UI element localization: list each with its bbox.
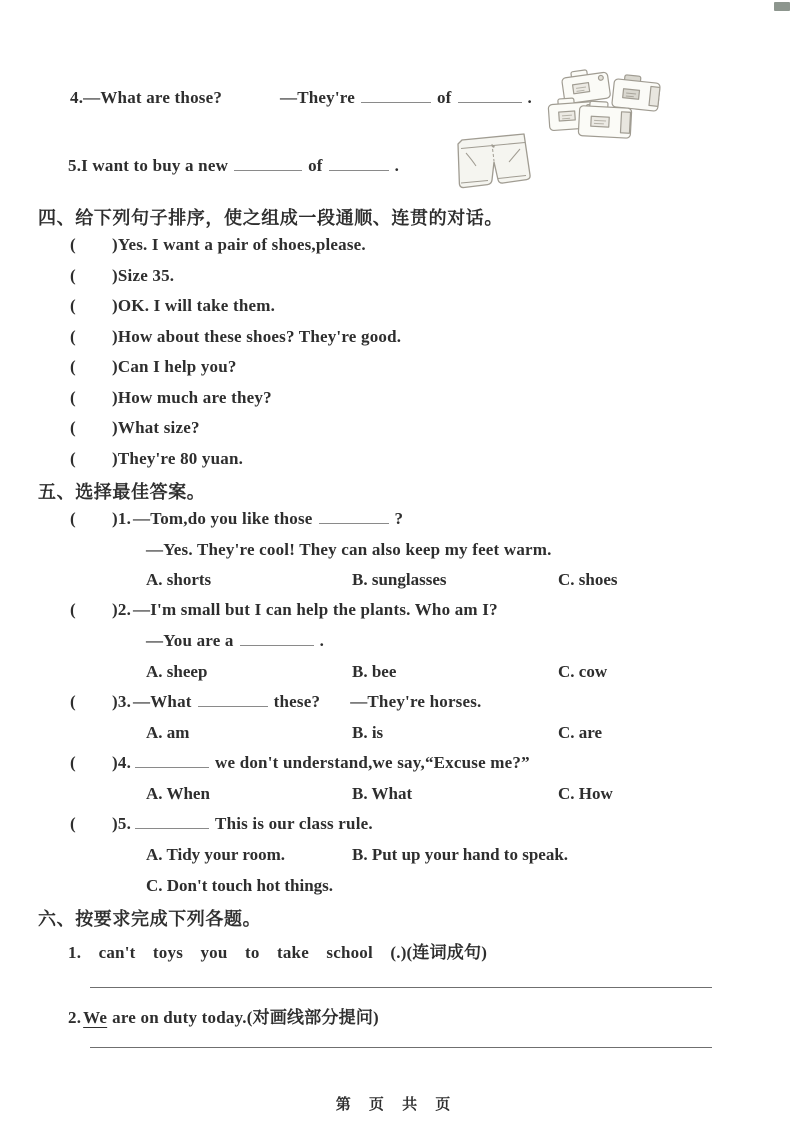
sentence-text: are on duty today.(对画线部分提问) — [112, 1008, 379, 1027]
sentence-text: Can I help you? — [117, 357, 237, 376]
section4-item — [70, 449, 243, 469]
choice-paren-open[interactable]: ( — [70, 753, 76, 772]
mcq-4-line1 — [70, 753, 530, 773]
order-paren-close: ) — [112, 357, 118, 376]
mcq-4-option-c[interactable]: C. How — [558, 784, 613, 803]
answer-end-text: . — [319, 631, 325, 650]
sentence-text: What size? — [117, 418, 200, 437]
choice-paren-open[interactable]: ( — [70, 509, 76, 528]
question-4-answer — [280, 88, 532, 108]
underlined-word: We — [83, 1008, 108, 1027]
mcq-2-line2 — [146, 631, 324, 651]
order-paren-open[interactable]: ( — [70, 266, 76, 285]
answer-blank[interactable] — [458, 89, 522, 103]
choice-paren-open[interactable]: ( — [70, 692, 76, 711]
choice-paren-close: ) — [112, 600, 118, 619]
question-number: 3. — [117, 692, 132, 711]
question-number: 1. — [117, 509, 132, 528]
answer-line[interactable] — [90, 1047, 712, 1048]
mcq-1-option-a[interactable]: A. shorts — [146, 570, 212, 589]
section4-item — [70, 357, 237, 377]
sentence-text: OK. I will take them. — [117, 296, 276, 315]
question-text: —Tom,do you like those — [133, 509, 313, 528]
question-5-mid: of — [308, 156, 323, 175]
mcq-4-option-b[interactable]: B. What — [352, 784, 413, 803]
question-5-end: . — [394, 156, 400, 175]
sentence-text: Size 35. — [117, 266, 175, 285]
order-paren-open[interactable]: ( — [70, 418, 76, 437]
order-paren-close: ) — [112, 327, 118, 346]
order-paren-open[interactable]: ( — [70, 296, 76, 315]
section4-item — [70, 235, 366, 255]
sentence-text: How much are they? — [117, 388, 272, 407]
section4-item — [70, 418, 200, 438]
answer-end-text: . — [527, 88, 532, 107]
order-paren-close: ) — [112, 449, 118, 468]
mcq-5-option-c[interactable]: C. Don't touch hot things. — [146, 876, 334, 895]
page-footer: 第 页 共 页 — [335, 1096, 458, 1113]
answer-blank[interactable] — [234, 157, 302, 171]
question-text: This is our class rule. — [215, 814, 373, 833]
cassette-players-image — [543, 68, 668, 142]
question-number: 2. — [117, 600, 132, 619]
reply-text: —They're horses. — [350, 692, 482, 711]
answer-pre-text: —They're — [280, 88, 355, 107]
question-text: —I'm small but I can help the plants. Who am I? — [133, 600, 498, 619]
mcq-5-option-b[interactable]: B. Put up your hand to speak. — [352, 845, 569, 864]
mcq-1-line2: —Yes. They're cool! They can also keep my feet warm. — [146, 540, 552, 559]
answer-blank[interactable] — [240, 632, 314, 646]
order-paren-open[interactable]: ( — [70, 235, 76, 254]
answer-blank[interactable] — [319, 510, 389, 524]
question-text-end: ? — [394, 509, 404, 528]
answer-mid-text: of — [436, 88, 452, 107]
section4-item — [70, 296, 275, 316]
answer-blank[interactable] — [361, 89, 431, 103]
mcq-1-line1 — [70, 509, 403, 529]
section5-title: 五、选择最佳答案。 — [38, 482, 206, 502]
section4-item — [70, 388, 272, 408]
order-paren-open[interactable]: ( — [70, 449, 76, 468]
sentence-text: Yes. I want a pair of shoes,please. — [117, 235, 366, 254]
answer-pre-text: —You are a — [146, 631, 234, 650]
order-paren-open[interactable]: ( — [70, 327, 76, 346]
choice-paren-close: ) — [112, 692, 118, 711]
mcq-2-option-c[interactable]: C. cow — [558, 662, 608, 681]
shorts-image — [452, 128, 536, 194]
section6-item1: 1. can't toys you to take school (.)(连词成句) — [68, 943, 488, 962]
order-paren-close: ) — [112, 235, 118, 254]
question-number: 5. — [117, 814, 132, 833]
order-paren-close: ) — [112, 388, 118, 407]
question-text: —What — [133, 692, 192, 711]
answer-blank[interactable] — [198, 693, 268, 707]
order-paren-close: ) — [112, 418, 118, 437]
order-paren-open[interactable]: ( — [70, 388, 76, 407]
mcq-2-option-a[interactable]: A. sheep — [146, 662, 208, 681]
answer-blank[interactable] — [135, 754, 209, 768]
choice-paren-close: ) — [112, 814, 118, 833]
section4-item — [70, 327, 401, 347]
choice-paren-close: ) — [112, 509, 118, 528]
mcq-3-option-b[interactable]: B. is — [352, 723, 384, 742]
answer-blank[interactable] — [329, 157, 389, 171]
order-paren-open[interactable]: ( — [70, 357, 76, 376]
mcq-5-line1 — [70, 814, 373, 834]
mcq-3-option-c[interactable]: C. are — [558, 723, 603, 742]
choice-paren-close: ) — [112, 753, 118, 772]
mcq-3-line1 — [70, 692, 482, 712]
sentence-text: How about these shoes? They're good. — [117, 327, 402, 346]
section4-item — [70, 266, 174, 286]
question-5 — [68, 156, 399, 176]
question-number: 2. — [68, 1008, 82, 1027]
mcq-1-option-c[interactable]: C. shoes — [558, 570, 618, 589]
section6-title: 六、按要求完成下列各题。 — [38, 909, 262, 929]
mcq-4-option-a[interactable]: A. When — [146, 784, 210, 803]
question-text-mid: these? — [273, 692, 321, 711]
mcq-2-line1 — [70, 600, 498, 620]
section4-title: 四、给下列句子排序，使之组成一段通顺、连贯的对话。 — [38, 208, 503, 228]
question-number: 4. — [117, 753, 132, 772]
answer-blank[interactable] — [135, 815, 209, 829]
order-paren-close: ) — [112, 266, 118, 285]
question-4 — [70, 88, 222, 108]
section6-item2 — [68, 1003, 379, 1028]
answer-line[interactable] — [90, 987, 712, 988]
question-4-text: 4.—What are those? — [70, 88, 223, 107]
choice-paren-open[interactable]: ( — [70, 600, 76, 619]
choice-paren-open[interactable]: ( — [70, 814, 76, 833]
mcq-2-option-b[interactable]: B. bee — [352, 662, 397, 681]
order-paren-close: ) — [112, 296, 118, 315]
question-5-text: 5.I want to buy a new — [68, 156, 229, 175]
scan-artifact — [774, 2, 790, 11]
sentence-text: They're 80 yuan. — [117, 449, 244, 468]
mcq-5-option-a[interactable]: A. Tidy your room. — [146, 845, 286, 864]
question-text: we don't understand,we say,“Excuse me?” — [215, 753, 530, 772]
mcq-3-option-a[interactable]: A. am — [146, 723, 190, 742]
mcq-1-option-b[interactable]: B. sunglasses — [352, 570, 447, 589]
